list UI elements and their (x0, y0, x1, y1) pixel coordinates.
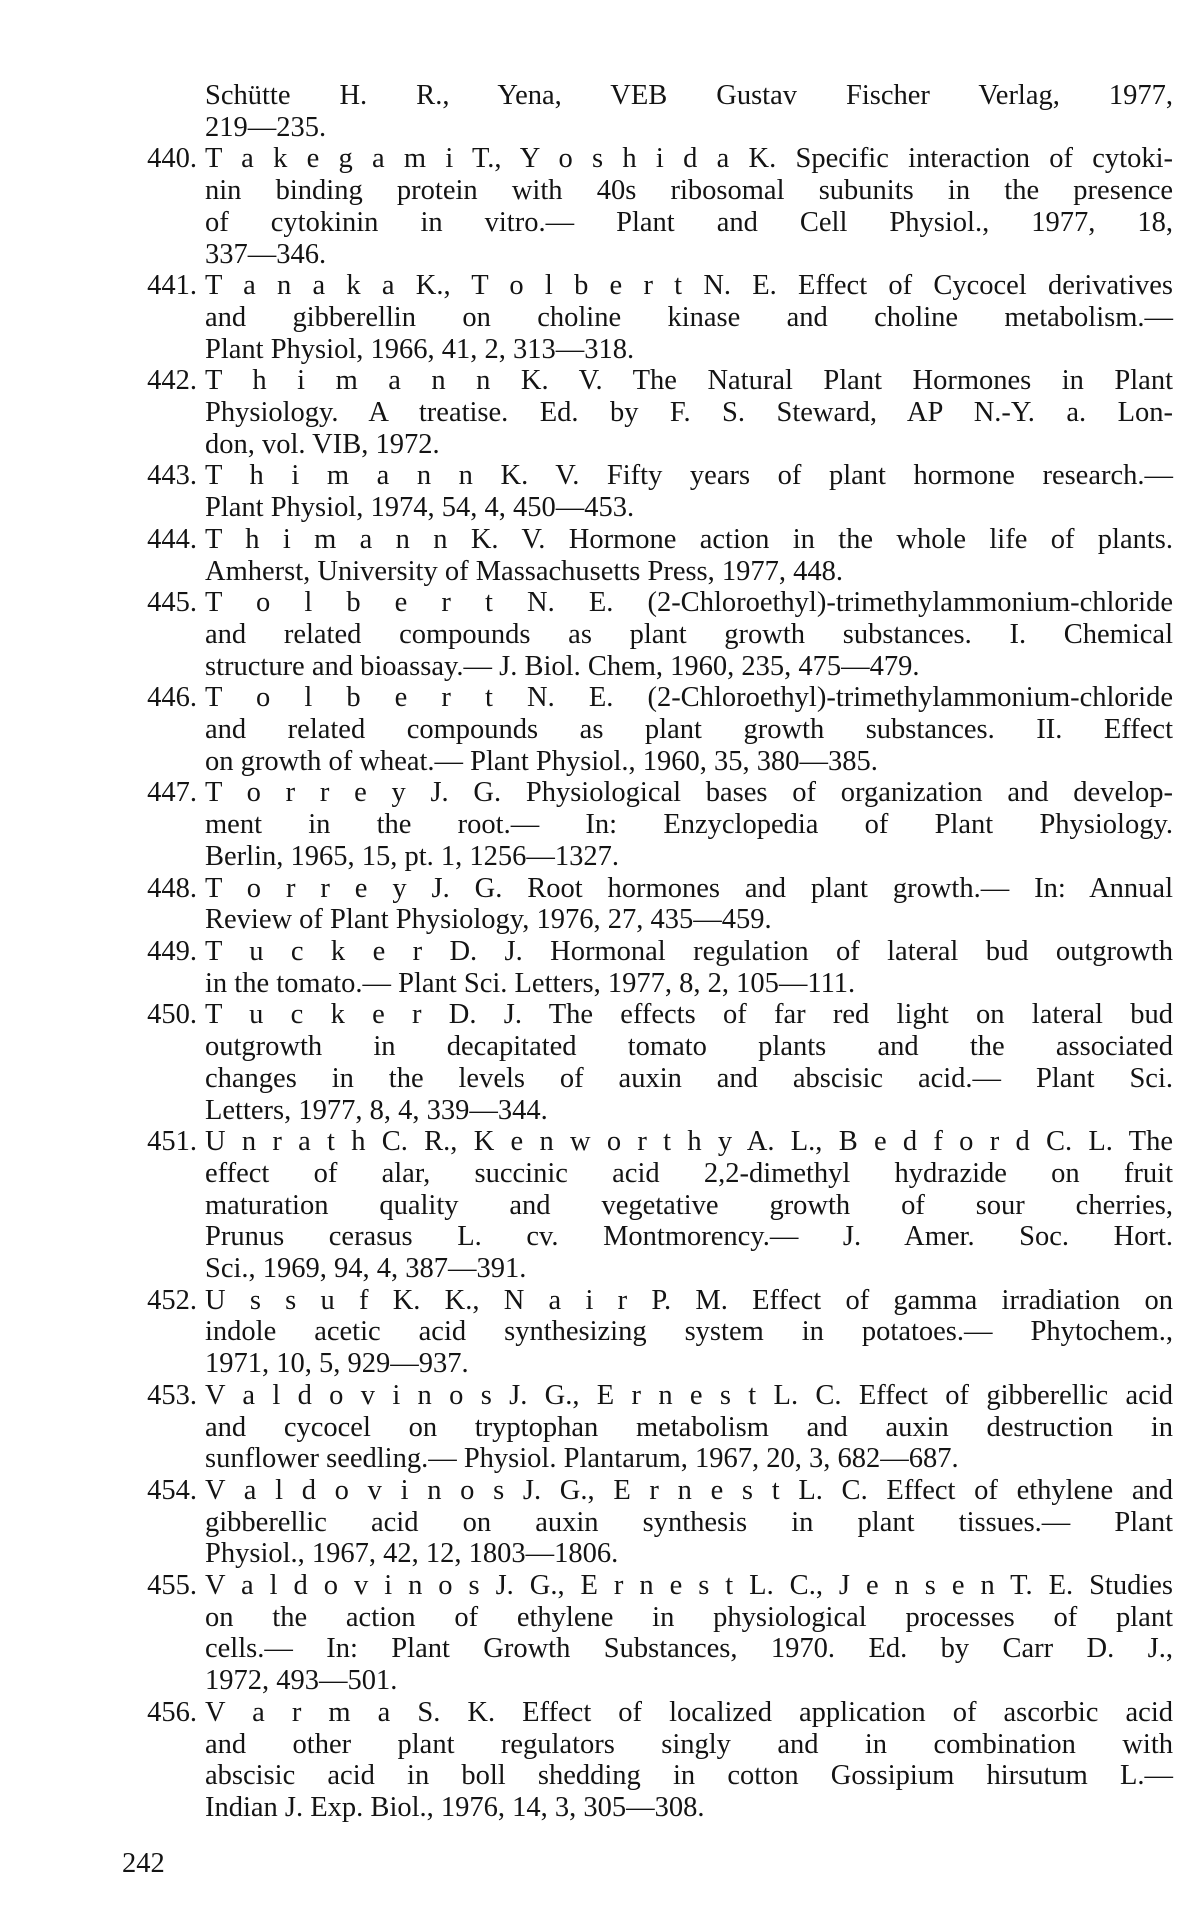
reference-line: and cycocel on tryptophan metabolism and auxin destruction in (205, 1411, 1173, 1443)
reference-line: nin binding protein with 40s ribosomal subunits in the presence (205, 175, 1173, 207)
reference-line: in the tomato.— Plant Sci. Letters, 1977, 8, 2, 105—111. (205, 967, 856, 999)
reference-line: Review of Plant Physiology, 1976, 27, 435—459. (205, 904, 772, 936)
reference-entry (147, 935, 1173, 999)
reference-line: 1971, 10, 5, 929—937. (205, 1348, 469, 1380)
reference-line: gibberellic acid on auxin synthesis in plant tissues.— Plant (205, 1506, 1173, 1538)
reference-line: sunflower seedling.— Physiol. Plantarum, 1967, 20, 3, 682—687. (205, 1443, 959, 1475)
reference-line: ment in the root.— In: Enzyclopedia of Plant Physiology. (205, 809, 1173, 841)
reference-number: 448. (147, 872, 197, 904)
reference-number: 445. (147, 587, 197, 619)
reference-number: 446. (147, 682, 197, 714)
reference-entry (147, 1379, 1173, 1475)
reference-entry (147, 1474, 1173, 1570)
reference-entry (147, 587, 1173, 682)
reference-number: 441. (147, 270, 197, 302)
reference-number: 442. (147, 365, 197, 397)
reference-line: effect of alar, succinic acid 2,2-dimethyl hydrazide on fruit (205, 1157, 1173, 1189)
reference-line: and gibberellin on choline kinase and choline metabolism.— (205, 301, 1173, 333)
page-number: 242 (122, 1848, 165, 1879)
reference-number: 450. (147, 999, 197, 1031)
reference-line: don, vol. VIB, 1972. (205, 428, 440, 460)
reference-line: 219—235. (205, 111, 327, 143)
reference-entry (147, 143, 1173, 270)
reference-line: indole acetic acid synthesizing system in potatoes.— Phytochem., (205, 1316, 1173, 1348)
reference-entry (147, 872, 1173, 936)
reference-line: T a k e g a m i T., Y o s h i d a K. Specific interaction of cytoki- (205, 143, 1173, 175)
reference-entry (147, 1570, 1173, 1697)
reference-entry (147, 999, 1173, 1126)
reference-line: T h i m a n n K. V. Fifty years of plant hormone research.— (205, 460, 1173, 492)
reference-entry (147, 1696, 1173, 1824)
reference-entry (147, 1284, 1173, 1380)
reference-line: T o l b e r t N. E. (2-Chloroethyl)-trimethylammonium-chloride (205, 682, 1173, 714)
reference-number: 447. (147, 777, 197, 809)
reference-entry (147, 365, 1173, 460)
reference-line: and related compounds as plant growth substances. I. Chemical (205, 618, 1173, 650)
reference-line: T h i m a n n K. V. The Natural Plant Hormones in Plant (205, 365, 1173, 397)
reference-line: 337—346. (205, 238, 327, 270)
reference-line: Plant Physiol, 1966, 41, 2, 313—318. (205, 333, 635, 365)
reference-line: Plant Physiol, 1974, 54, 4, 450—453. (205, 492, 635, 524)
reference-number: 452. (147, 1284, 197, 1316)
reference-line: V a l d o v i n o s J. G., E r n e s t L. C., J e n s e n T. E. Studies (205, 1570, 1173, 1602)
reference-line: and other plant regulators singly and in combination with (205, 1728, 1173, 1760)
reference-number: 456. (147, 1696, 197, 1728)
reference-line: T h i m a n n K. V. Hormone action in the whole life of plants. (205, 523, 1173, 555)
reference-line: Sci., 1969, 94, 4, 387—391. (205, 1253, 527, 1285)
reference-line: of cytokinin in vitro.— Plant and Cell Physiol., 1977, 18, (205, 206, 1173, 238)
reference-entry (147, 270, 1173, 365)
reference-line: T o r r e y J. G. Root hormones and plant growth.— In: Annual (205, 872, 1173, 904)
reference-line: Schütte H. R., Yena, VEB Gustav Fischer Verlag, 1977, (205, 80, 1173, 111)
reference-line: T o l b e r t N. E. (2-Chloroethyl)-trimethylammonium-chloride (205, 587, 1173, 619)
reference-entry (147, 777, 1173, 872)
reference-entry (147, 523, 1173, 587)
reference-line: T u c k e r D. J. The effects of far red light on lateral bud (205, 999, 1173, 1031)
reference-entry (147, 460, 1173, 524)
reference-entry (147, 682, 1173, 777)
reference-line: and related compounds as plant growth substances. II. Effect (205, 714, 1173, 746)
reference-line: Physiol., 1967, 42, 12, 1803—1806. (205, 1538, 619, 1570)
reference-line: Amherst, University of Massachusetts Press, 1977, 448. (205, 555, 844, 587)
reference-number: 453. (147, 1379, 197, 1411)
reference-line: cells.— In: Plant Growth Substances, 1970. Ed. by Carr D. J., (205, 1633, 1173, 1665)
reference-line: V a l d o v i n o s J. G., E r n e s t L. C. Effect of gibberellic acid (205, 1379, 1173, 1411)
reference-entry (147, 1126, 1173, 1285)
reference-line: V a r m a S. K. Effect of localized application of ascorbic acid (205, 1696, 1173, 1728)
reference-line: on the action of ethylene in physiological processes of plant (205, 1601, 1173, 1633)
reference-line: T u c k e r D. J. Hormonal regulation of lateral bud outgrowth (205, 935, 1173, 967)
reference-line: U s s u f K. K., N a i r P. M. Effect of gamma irradiation on (205, 1284, 1173, 1316)
reference-line: changes in the levels of auxin and abscisic acid.— Plant Sci. (205, 1062, 1173, 1094)
reference-line: U n r a t h C. R., K e n w o r t h y A. L., B e d f o r d C. L. The (205, 1126, 1173, 1158)
reference-line: Prunus cerasus L. cv. Montmorency.— J. Amer. Soc. Hort. (205, 1221, 1173, 1253)
reference-line: Berlin, 1965, 15, pt. 1, 1256—1327. (205, 840, 620, 872)
reference-number: 451. (147, 1126, 197, 1158)
reference-line: T o r r e y J. G. Physiological bases of organization and develop- (205, 777, 1173, 809)
reference-entry (205, 80, 1173, 143)
reference-line: maturation quality and vegetative growth of sour cherries, (205, 1189, 1173, 1221)
reference-line: outgrowth in decapitated tomato plants and the associated (205, 1031, 1173, 1063)
reference-line: Physiology. A treatise. Ed. by F. S. Steward, AP N.-Y. a. Lon- (205, 397, 1173, 429)
reference-number: 443. (147, 460, 197, 492)
reference-line: T a n a k a K., T o l b e r t N. E. Effect of Cycocel derivatives (205, 270, 1173, 302)
reference-number: 455. (147, 1570, 197, 1602)
reference-number: 440. (147, 143, 197, 175)
reference-number: 449. (147, 935, 197, 967)
reference-line: Indian J. Exp. Biol., 1976, 14, 3, 305—308. (205, 1791, 705, 1823)
reference-line: structure and bioassay.— J. Biol. Chem, 1960, 235, 475—479. (205, 650, 920, 682)
reference-line: 1972, 493—501. (205, 1665, 398, 1697)
reference-line: abscisic acid in boll shedding in cotton Gossipium hirsutum L.— (205, 1760, 1173, 1792)
reference-line: V a l d o v i n o s J. G., E r n e s t L. C. Effect of ethylene and (205, 1474, 1173, 1506)
reference-line: on growth of wheat.— Plant Physiol., 1960, 35, 380—385. (205, 745, 878, 777)
reference-number: 454. (147, 1474, 197, 1506)
reference-list (0, 80, 1200, 1824)
reference-line: Letters, 1977, 8, 4, 339—344. (205, 1094, 548, 1126)
reference-number: 444. (147, 523, 197, 555)
